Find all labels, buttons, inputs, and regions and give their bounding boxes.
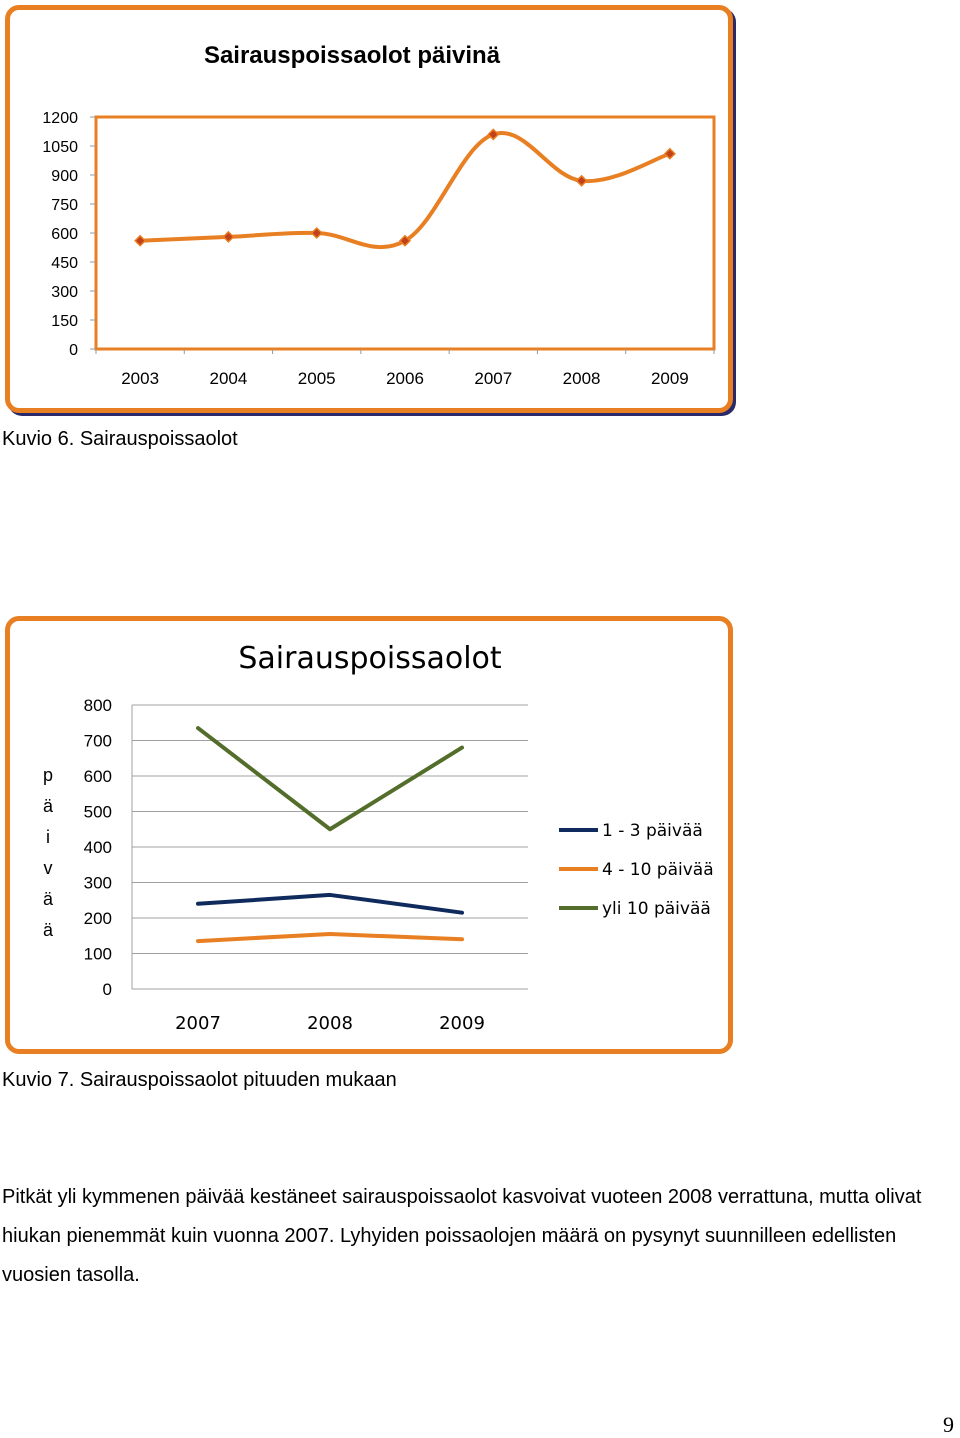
figure-6-caption: Kuvio 6. Sairauspoissaolot (2, 428, 238, 450)
chart-2-x-tick-label: 2007 (175, 1013, 221, 1034)
chart-1-y-tick-label: 1200 (42, 110, 78, 127)
chart-2-series-line (198, 895, 462, 913)
chart-2-y-axis-label-letter: v (43, 858, 53, 878)
chart-2-y-tick-label: 500 (83, 802, 112, 822)
chart-1-y-tick-label: 1050 (42, 139, 78, 156)
chart-1-data-point (223, 232, 233, 242)
chart-1-x-tick-label: 2005 (297, 369, 336, 388)
chart-1-y-tick-label: 150 (51, 313, 78, 330)
chart-2-series-line (198, 934, 462, 941)
chart-1-y-tick-label: 600 (51, 226, 78, 243)
chart-2-y-tick-label: 600 (83, 767, 112, 786)
chart-2-y-tick-label: 700 (83, 731, 112, 751)
chart-2-y-axis-label-letter: ä (42, 920, 54, 940)
chart-2-legend-label: 1 - 3 päivää (602, 821, 703, 841)
chart-2-title: Sairauspoissaolot (238, 641, 502, 676)
chart-2-series-line (198, 728, 462, 829)
chart-1-x-tick-label: 2006 (386, 369, 424, 388)
chart-2-y-tick-label: 300 (83, 873, 112, 893)
chart-2-x-tick-label: 2008 (307, 1013, 353, 1034)
chart-2-y-tick-label: 800 (83, 696, 112, 715)
figure-7-caption: Kuvio 7. Sairauspoissaolot pituuden mukaan (2, 1069, 397, 1091)
chart-2-y-tick-label: 400 (83, 838, 112, 857)
chart-1-y-tick-label: 300 (51, 284, 78, 301)
chart-1-y-tick-label: 0 (69, 342, 78, 359)
chart-2-y-tick-label: 100 (83, 944, 112, 964)
chart-1-plot-area (96, 117, 714, 349)
chart-2-y-axis-label-letter: p (42, 765, 54, 785)
chart-1-data-point (665, 149, 675, 159)
chart-1-series-line (140, 133, 670, 247)
chart-1-y-tick-label: 450 (51, 255, 78, 272)
chart-2-y-axis-label-letter: ä (42, 796, 54, 816)
chart-1-x-tick-label: 2004 (209, 369, 248, 388)
chart-1-data-point (135, 236, 145, 246)
chart-2-y-tick-label: 200 (83, 909, 112, 928)
chart-1-x-tick-label: 2009 (650, 369, 689, 388)
chart-1-x-tick-label: 2007 (474, 369, 513, 388)
chart-1-y-tick-label: 900 (51, 168, 78, 185)
chart-2-y-axis-label-letter: ä (42, 889, 54, 909)
chart-1-x-tick-label: 2008 (562, 369, 601, 388)
chart-1-data-point (577, 176, 587, 186)
chart-1-data-point (312, 228, 322, 238)
chart-1-x-tick-label: 2003 (121, 369, 160, 388)
chart-1-title: Sairauspoissaolot päivinä (203, 42, 501, 69)
chart-2-y-axis-label-letter: i (46, 827, 50, 847)
body-paragraph: Pitkät yli kymmenen päivää kestäneet sairauspoissaolot kasvoivat vuoteen 2008 verrattuna, mutta olivat hiukan pienemmät kuin vuonna 2007. Lyhyiden poissaolojen määrä on pysynyt suunnilleen edellisten vuosien tasolla. (2, 1186, 922, 1286)
chart-2-x-tick-label: 2009 (439, 1013, 485, 1034)
chart-2-legend-label: 4 - 10 päivää (602, 860, 714, 880)
chart-1-y-tick-label: 750 (51, 197, 78, 214)
chart-2-y-tick-label: 0 (102, 980, 112, 999)
page-number: 9 (943, 1412, 954, 1437)
chart-2-legend-label: yli 10 päivää (602, 899, 711, 919)
